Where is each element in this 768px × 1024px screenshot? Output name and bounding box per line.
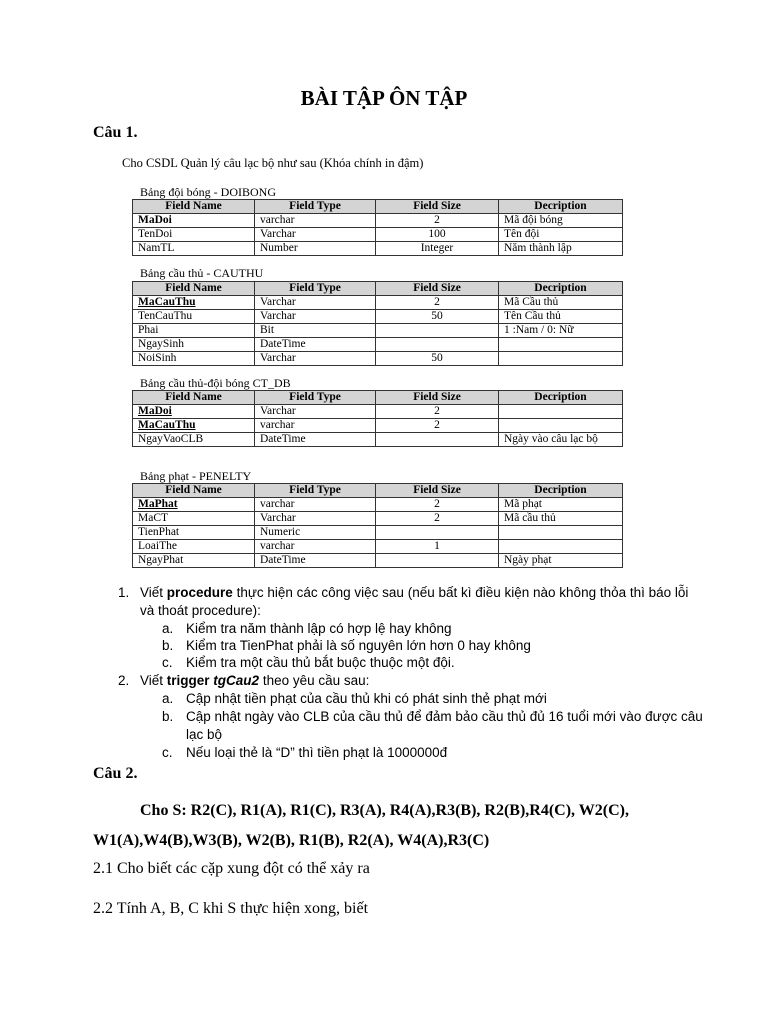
- schedule-line-2: W1(A),W4(B),W3(B), W2(B), R1(B), R2(A), W4(A),R3(C): [93, 832, 490, 849]
- header-description: Decription: [499, 391, 623, 405]
- cell-description: [499, 419, 623, 433]
- header-field-size: Field Size: [376, 282, 499, 296]
- header-description: Decription: [499, 200, 623, 214]
- cell-field-name: NgayPhat: [133, 554, 255, 568]
- table-penelty: [132, 483, 623, 568]
- cell-description: 1 :Nam / 0: Nữ: [499, 324, 623, 338]
- table-header-row: [133, 282, 623, 296]
- cell-field-type: Numeric: [255, 526, 376, 540]
- cell-description: [499, 338, 623, 352]
- table-header-row: [133, 200, 623, 214]
- task-1-keyword: procedure: [166, 585, 233, 600]
- task-1-number: 1.: [118, 585, 130, 600]
- table-header-row: [133, 391, 623, 405]
- cell-field-size: 2: [376, 214, 499, 228]
- table-row: [133, 405, 623, 419]
- header-field-size: Field Size: [376, 484, 499, 498]
- subquestion-2-2: 2.2 Tính A, B, C khi S thực hiện xong, biết: [93, 900, 369, 917]
- cell-field-name: NamTL: [133, 242, 255, 256]
- task-1b-text: Kiểm tra TienPhat phải là số nguyên lớn hơn 0 hay không: [186, 638, 531, 653]
- table-row: [133, 540, 623, 554]
- cell-description: Tên Cầu thủ: [499, 310, 623, 324]
- table-row: [133, 433, 623, 447]
- cell-field-type: Varchar: [255, 228, 376, 242]
- table-row: [133, 338, 623, 352]
- cell-field-type: varchar: [255, 214, 376, 228]
- task-1c-text: Kiểm tra một cầu thủ bắt buộc thuộc một đội.: [186, 655, 455, 670]
- task-2c-letter: c.: [162, 745, 173, 760]
- cell-field-size: 2: [376, 405, 499, 419]
- schedule-line-1: Cho S: R2(C), R1(A), R1(C), R3(A), R4(A),R3(B), R2(B),R4(C), W2(C),: [140, 802, 629, 819]
- cell-field-type: Varchar: [255, 405, 376, 419]
- header-field-name: Field Name: [133, 484, 255, 498]
- cell-description: [499, 405, 623, 419]
- cell-field-type: varchar: [255, 498, 376, 512]
- cell-field-size: [376, 324, 499, 338]
- cell-description: Ngày vào câu lạc bộ: [499, 433, 623, 447]
- header-field-type: Field Type: [255, 484, 376, 498]
- cell-description: Mã Cầu thủ: [499, 296, 623, 310]
- cell-field-type: Bit: [255, 324, 376, 338]
- cell-field-name: LoaiThe: [133, 540, 255, 554]
- table-row: [133, 352, 623, 366]
- table-row: [133, 228, 623, 242]
- question-1-heading: Câu 1.: [93, 124, 138, 141]
- cell-field-type: DateTime: [255, 338, 376, 352]
- cell-field-name: TienPhat: [133, 526, 255, 540]
- task-1a-text: Kiểm tra năm thành lập có hợp lệ hay không: [186, 621, 452, 636]
- cell-description: Mã đội bóng: [499, 214, 623, 228]
- header-description: Decription: [499, 484, 623, 498]
- cell-field-type: DateTime: [255, 433, 376, 447]
- cell-field-name: MaCauThu: [133, 296, 255, 310]
- cell-field-size: 2: [376, 512, 499, 526]
- cell-field-size: 2: [376, 296, 499, 310]
- cell-field-name: TenCauThu: [133, 310, 255, 324]
- cell-description: Mã phạt: [499, 498, 623, 512]
- table-header-row: [133, 484, 623, 498]
- table-caption-doibong: Bảng đội bóng - DOIBONG: [140, 185, 276, 199]
- cell-description: Mã cầu thủ: [499, 512, 623, 526]
- task-2-keyword: trigger: [166, 673, 214, 688]
- task-2-text: [140, 672, 700, 690]
- cell-field-size: 50: [376, 352, 499, 366]
- table-row: [133, 526, 623, 540]
- subquestion-2-1: 2.1 Cho biết các cặp xung đột có thể xảy ra: [93, 860, 370, 877]
- header-field-name: Field Name: [133, 200, 255, 214]
- table-row: [133, 554, 623, 568]
- table-row: [133, 324, 623, 338]
- cell-field-name: NgayVaoCLB: [133, 433, 255, 447]
- cell-field-type: Varchar: [255, 310, 376, 324]
- cell-description: [499, 540, 623, 554]
- table-ctdb: [132, 390, 623, 447]
- cell-field-size: 50: [376, 310, 499, 324]
- table-row: [133, 214, 623, 228]
- cell-field-name: MaCT: [133, 512, 255, 526]
- task-2b-letter: b.: [162, 709, 174, 724]
- cell-field-size: 1: [376, 540, 499, 554]
- cell-field-type: varchar: [255, 419, 376, 433]
- cell-field-size: Integer: [376, 242, 499, 256]
- table-row: [133, 419, 623, 433]
- table-row: [133, 512, 623, 526]
- cell-description: Năm thành lập: [499, 242, 623, 256]
- cell-description: [499, 526, 623, 540]
- task-2a-text: Cập nhật tiền phạt của cầu thủ khi có phát sinh thẻ phạt mới: [186, 691, 547, 706]
- cell-field-size: 2: [376, 419, 499, 433]
- cell-field-name: NoiSinh: [133, 352, 255, 366]
- table-row: [133, 296, 623, 310]
- task-2b-text: Cập nhật ngày vào CLB của cầu thủ để đảm bảo cầu thủ đủ 16 tuổi mới vào được câu lạc bộ: [186, 709, 703, 742]
- table-cauthu: [132, 281, 623, 366]
- task-2-number: 2.: [118, 673, 130, 688]
- cell-field-name: MaCauThu: [133, 419, 255, 433]
- task-2c-text: Nếu loại thẻ là “D” thì tiền phạt là 1000000đ: [186, 745, 448, 760]
- cell-field-name: MaDoi: [133, 214, 255, 228]
- task-1b-letter: b.: [162, 638, 174, 653]
- header-field-name: Field Name: [133, 282, 255, 296]
- cell-field-type: Varchar: [255, 512, 376, 526]
- table-row: [133, 310, 623, 324]
- table-doibong: [132, 199, 623, 256]
- task-2-post: theo yêu cầu sau:: [259, 673, 370, 688]
- table-caption-cauthu: Bảng cầu thủ - CAUTHU: [140, 266, 264, 280]
- cell-field-size: [376, 338, 499, 352]
- intro-text: Cho CSDL Quản lý câu lạc bộ như sau (Khóa chính in đậm): [122, 156, 424, 170]
- question-2-heading: Câu 2.: [93, 765, 138, 782]
- cell-description: [499, 352, 623, 366]
- cell-field-type: DateTime: [255, 554, 376, 568]
- header-field-type: Field Type: [255, 282, 376, 296]
- cell-field-type: varchar: [255, 540, 376, 554]
- task-2-pre: Viết: [140, 673, 167, 688]
- header-field-type: Field Type: [255, 200, 376, 214]
- task-1-post: thực hiện các công việc sau (nếu bất kì điều kiện nào không thỏa thì báo lỗi và thoát procedure):: [140, 585, 689, 618]
- header-field-size: Field Size: [376, 200, 499, 214]
- cell-field-size: 100: [376, 228, 499, 242]
- cell-field-type: Varchar: [255, 296, 376, 310]
- cell-field-type: Number: [255, 242, 376, 256]
- cell-field-size: [376, 433, 499, 447]
- table-caption-penelty: Bảng phạt - PENELTY: [140, 469, 252, 483]
- cell-field-name: NgaySinh: [133, 338, 255, 352]
- table-row: [133, 498, 623, 512]
- cell-description: Ngày phạt: [499, 554, 623, 568]
- cell-field-type: Varchar: [255, 352, 376, 366]
- header-field-size: Field Size: [376, 391, 499, 405]
- cell-field-name: MaPhat: [133, 498, 255, 512]
- cell-field-size: 2: [376, 498, 499, 512]
- cell-field-size: [376, 526, 499, 540]
- cell-field-name: MaDoi: [133, 405, 255, 419]
- task-2a-letter: a.: [162, 691, 174, 706]
- header-field-type: Field Type: [255, 391, 376, 405]
- header-field-name: Field Name: [133, 391, 255, 405]
- task-1c-letter: c.: [162, 655, 173, 670]
- page-title: BÀI TẬP ÔN TẬP: [300, 86, 468, 110]
- header-description: Decription: [499, 282, 623, 296]
- cell-description: Tên đội: [499, 228, 623, 242]
- cell-field-size: [376, 554, 499, 568]
- task-1-pre: Viết: [140, 585, 167, 600]
- task-1a-letter: a.: [162, 621, 174, 636]
- table-row: [133, 242, 623, 256]
- cell-field-name: TenDoi: [133, 228, 255, 242]
- cell-field-name: Phai: [133, 324, 255, 338]
- task-1-text: [140, 584, 700, 620]
- task-2-trigger-name: tgCau2: [213, 673, 260, 688]
- table-caption-ctdb: Bảng cầu thủ-đội bóng CT_DB: [140, 376, 291, 390]
